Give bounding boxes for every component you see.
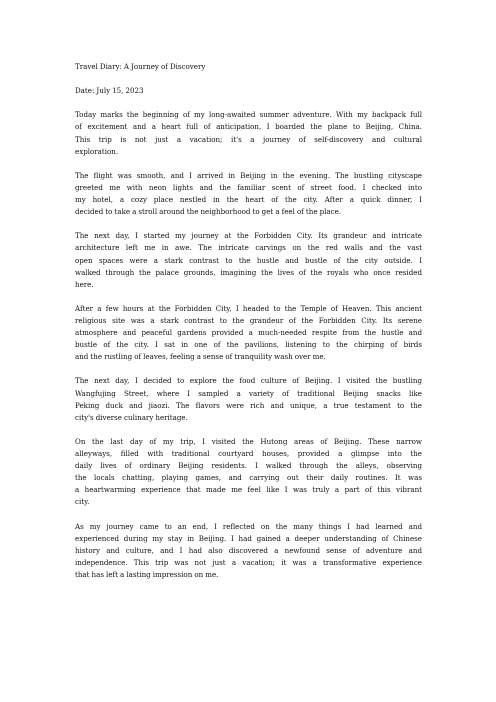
paragraph-line: a heartwarming experience that made me feel like I was truly a part of this vibrant — [75, 485, 422, 495]
paragraph-line: After a few hours at the Forbidden City, I headed to the Temple of Heaven. This ancient — [75, 303, 422, 313]
paragraph-5 — [75, 375, 422, 423]
paragraph-line: walked through the palace grounds, imagining the lives of the royals who once resided — [75, 267, 422, 277]
paragraph-line: On the last day of my trip, I visited the Hutong areas of Beijing. These narrow — [75, 436, 422, 446]
paragraph-line: here. — [75, 279, 94, 289]
paragraph-7 — [75, 521, 422, 581]
paragraph-line: exploration. — [75, 146, 119, 156]
spacer — [75, 363, 422, 375]
paragraph-line: The next day, I decided to explore the food culture of Beijing. I visited the bustling — [75, 376, 422, 386]
paragraph-line: independence. This trip was not just a vacation; it was a transformative experience — [75, 557, 422, 567]
paragraph-line: Wangfujing Street, where I sampled a variety of traditional Beijing snacks like — [75, 388, 422, 398]
paragraph-line: city. — [75, 497, 90, 507]
paragraph-line: my hotel, a cozy place nestled in the heart of the city. After a quick dinner, I — [75, 195, 422, 205]
paragraph-line: city's diverse culinary heritage. — [75, 412, 188, 422]
paragraph-line: Peking duck and jiaozi. The flavors were rich and unique, a true testament to the — [75, 400, 422, 410]
document-body — [75, 61, 422, 581]
paragraph-line: history and culture, and I had also discovered a newfound sense of adventure and — [75, 545, 422, 555]
paragraph-line: The flight was smooth, and I arrived in Beijing in the evening. The bustling cityscape — [75, 170, 422, 180]
spacer — [75, 508, 422, 520]
paragraph-line: religious site was a stark contrast to the grandeur of the Forbidden City. Its serene — [75, 315, 422, 325]
paragraph-line: atmosphere and peaceful gardens provided a much-needed respite from the hustle and — [75, 328, 422, 338]
spacer — [75, 158, 422, 170]
paragraph-line: experienced during my stay in Beijing. I had gained a deeper understanding of Chinese — [75, 533, 422, 543]
spacer — [75, 218, 422, 230]
paragraph-line: alleyways, filled with traditional courtyard houses, provided a glimpse into the — [75, 449, 422, 458]
paragraph-line: the locals chatting, playing games, and carrying out their daily routines. It was — [75, 473, 422, 483]
paragraph-line: open spaces were a stark contrast to the hustle and bustle of the city outside. I — [75, 255, 422, 265]
spacer — [75, 424, 422, 436]
spacer — [75, 73, 422, 85]
spacer — [75, 291, 422, 303]
paragraph-line: of excitement and a heart full of anticipation, I boarded the plane to Beijing, China. — [75, 122, 422, 132]
paragraph-3 — [75, 230, 422, 290]
paragraph-6 — [75, 436, 422, 509]
document-title: Travel Diary: A Journey of Discovery — [75, 62, 206, 71]
spacer — [75, 97, 422, 109]
paragraph-4 — [75, 303, 422, 363]
paragraph-line: and the rustling of leaves, feeling a sense of tranquility wash over me. — [75, 352, 326, 362]
paragraph-line: The next day, I started my journey at the Forbidden City. Its grandeur and intricate — [75, 231, 422, 241]
paragraph-line: This trip is not just a vacation; it's a journey of self-discovery and cultural — [75, 134, 422, 144]
paragraph-line: that has left a lasting impression on me. — [75, 569, 219, 579]
paragraph-line: bustle of the city. I sat in one of the pavilions, listening to the chirping of birds — [75, 340, 422, 350]
paragraph-line: decided to take a stroll around the neighborhood to get a feel of the place. — [75, 207, 342, 217]
paragraph-line: architecture left me in awe. The intricate carvings on the red walls and the vast — [75, 243, 422, 253]
paragraph-line: daily lives of ordinary Beijing residents. I walked through the alleys, observing — [75, 461, 422, 471]
paragraph-line: Today marks the beginning of my long-awaited summer adventure. With my backpack full — [75, 110, 422, 120]
document-date: Date: July 15, 2023 — [75, 86, 144, 96]
paragraph-2 — [75, 170, 422, 218]
paragraph-line: greeted me with neon lights and the familiar scent of street food. I checked into — [75, 182, 422, 192]
paragraph-1 — [75, 109, 422, 157]
paragraph-line: As my journey came to an end, I reflected on the many things I had learned and — [75, 521, 422, 531]
